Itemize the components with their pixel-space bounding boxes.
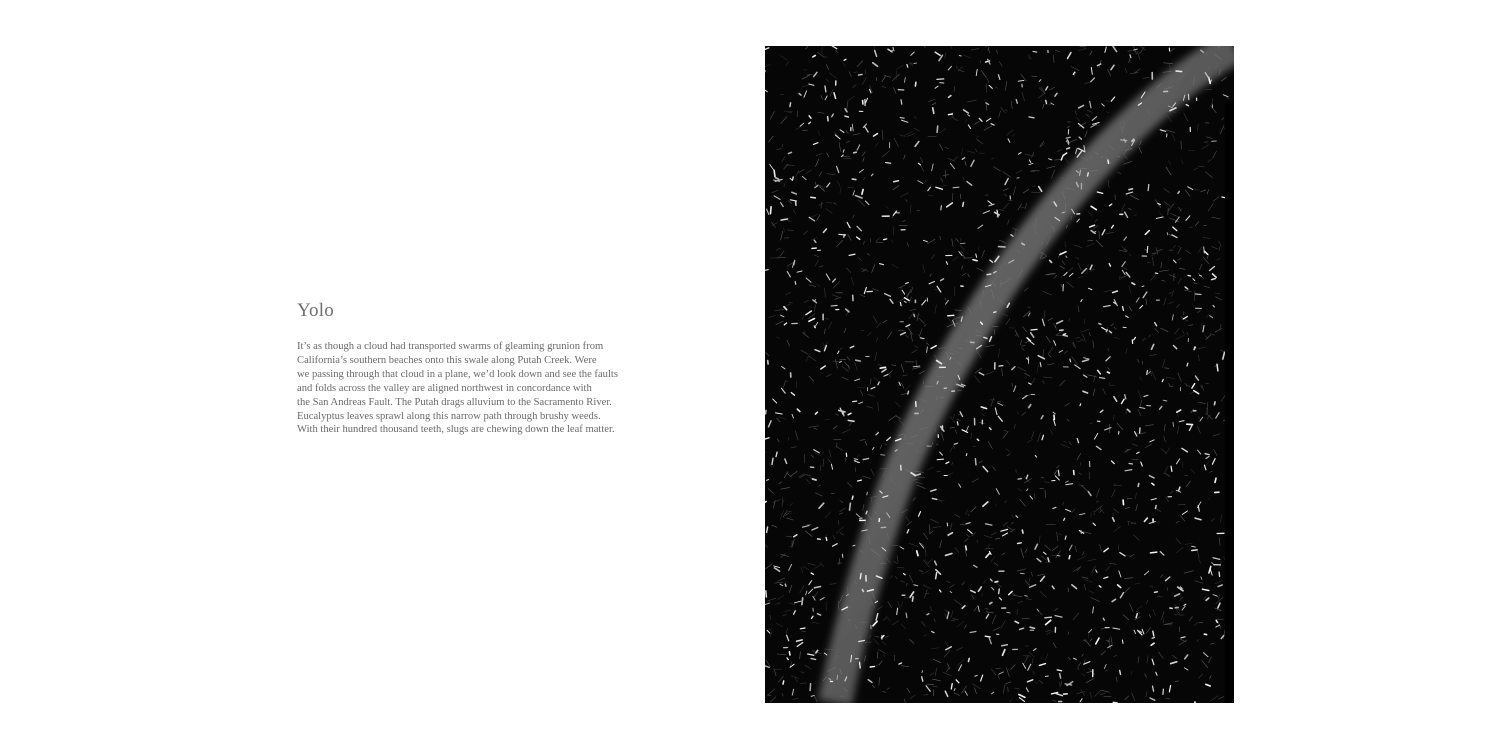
body-line: California’s southern beaches onto this swale along Putah Creek. Were — [297, 354, 597, 366]
leaf — [1122, 640, 1123, 643]
leaf — [783, 681, 784, 684]
photo-background — [765, 46, 1234, 703]
leaf — [987, 274, 991, 275]
leaf — [894, 181, 899, 182]
leaf — [953, 187, 959, 188]
leaf — [844, 59, 846, 60]
leaf — [922, 671, 923, 673]
leaf — [995, 582, 998, 583]
leaf — [1192, 550, 1197, 551]
leaf — [867, 492, 868, 495]
leaf — [976, 254, 977, 257]
leaf — [912, 597, 913, 601]
leaf — [915, 82, 916, 86]
leaf — [901, 100, 902, 105]
leaf — [839, 234, 846, 235]
leaf — [1064, 518, 1065, 520]
leaf — [1063, 335, 1067, 336]
leaf — [927, 614, 929, 615]
leaf — [1173, 422, 1174, 426]
leaf — [937, 79, 944, 80]
leaf — [852, 179, 856, 180]
leaf — [800, 628, 805, 629]
leaf — [1147, 247, 1148, 253]
leaf — [811, 197, 816, 198]
leaf — [1147, 371, 1148, 375]
leaf — [1120, 671, 1121, 675]
leaf — [973, 260, 977, 261]
leaf — [828, 117, 829, 121]
leaf — [914, 314, 915, 316]
leaf — [785, 584, 786, 586]
leaf — [793, 177, 794, 179]
leaf — [853, 401, 857, 402]
leaf — [860, 518, 862, 519]
leaf — [1020, 573, 1024, 574]
leaf — [900, 118, 904, 119]
leaf — [907, 65, 908, 68]
leaf — [984, 337, 987, 338]
leaf — [1205, 454, 1209, 455]
leaf — [1150, 552, 1156, 553]
photo-edge — [1225, 101, 1234, 703]
body-line: With their hundred thousand teeth, slugs are chewing down the leaf matter. — [297, 424, 615, 436]
leaf — [1155, 506, 1156, 509]
leaf — [845, 116, 848, 117]
leaf — [948, 114, 952, 115]
leaf — [940, 83, 944, 84]
leaf — [884, 239, 887, 240]
leaf — [936, 573, 937, 579]
leaf — [1099, 586, 1101, 587]
leaf — [963, 202, 964, 206]
leaf — [975, 459, 976, 465]
leaf — [1022, 530, 1023, 533]
leaf — [1167, 233, 1168, 235]
leaf — [886, 163, 891, 164]
leaf — [1033, 51, 1037, 52]
leaf — [1152, 638, 1154, 639]
leaf — [1058, 470, 1059, 475]
leaf — [852, 496, 853, 499]
leaf — [892, 50, 895, 51]
leaf — [826, 538, 827, 541]
leaf — [1214, 402, 1215, 405]
leaf — [1018, 543, 1022, 544]
leaf — [990, 603, 992, 604]
leaf — [850, 503, 851, 510]
leaf — [1219, 572, 1220, 577]
leaf — [937, 126, 938, 132]
leaf — [959, 56, 961, 57]
leaf — [999, 589, 1000, 593]
leaf — [1045, 617, 1052, 618]
leaf — [1188, 275, 1191, 276]
leaf — [985, 636, 990, 637]
leaf — [906, 613, 907, 618]
leaf — [941, 206, 942, 210]
leaf — [908, 391, 909, 394]
leaf — [881, 527, 886, 528]
leaf — [880, 367, 885, 368]
leaf — [862, 590, 863, 592]
leaf — [854, 152, 857, 153]
body-line: the San Andreas Fault. The Putah drags alluvium to the Sacramento River. — [297, 396, 612, 408]
leaf — [1018, 479, 1021, 480]
leaf — [1080, 404, 1081, 406]
leaf — [1155, 273, 1157, 274]
leaf — [1060, 674, 1061, 678]
body-line: It’s as though a cloud had transported swarms of gleaming grunion from — [297, 341, 604, 352]
leaf — [1088, 173, 1089, 176]
leaf — [1046, 100, 1047, 103]
leaf — [837, 675, 838, 679]
leaf — [966, 454, 967, 456]
leaf — [1103, 618, 1104, 620]
leaf — [813, 479, 817, 480]
leaf — [767, 480, 769, 481]
leaf — [774, 170, 775, 176]
body-line: Eucalyptus leaves sprawl along this narrow path through brushy weeds. — [297, 410, 601, 422]
body-line: we passing through that cloud in a plane, we’d look down and see the faults — [297, 368, 618, 380]
leaf — [859, 74, 863, 75]
leaf — [1069, 556, 1070, 559]
leaf — [1179, 487, 1180, 490]
leaf — [1186, 105, 1188, 106]
leaf — [842, 554, 843, 557]
leaf — [1029, 117, 1034, 118]
leaf — [795, 282, 796, 285]
leaf — [1070, 359, 1071, 362]
body-paragraph — [297, 340, 637, 437]
leaf — [1063, 334, 1065, 335]
leaf — [957, 422, 958, 425]
leaf — [831, 305, 837, 306]
leaf — [1138, 484, 1139, 487]
leaf — [1048, 558, 1049, 562]
leaf — [927, 298, 928, 302]
leaf — [1204, 247, 1205, 253]
leaf — [870, 666, 874, 667]
leaf — [994, 312, 996, 313]
leaf — [810, 684, 811, 691]
leaf — [790, 103, 791, 107]
leaf — [767, 527, 768, 532]
leaf — [789, 652, 790, 655]
leaf — [1215, 478, 1216, 482]
leaf — [1217, 364, 1218, 371]
leaf — [809, 122, 811, 123]
photograph — [765, 46, 1234, 703]
leaf — [848, 420, 854, 421]
leaf — [1171, 466, 1172, 471]
leaf — [1195, 294, 1201, 295]
leaf — [1099, 324, 1101, 325]
leaf — [860, 662, 861, 668]
leaf — [968, 658, 969, 661]
leaf — [1153, 631, 1154, 636]
leaf — [951, 684, 952, 689]
leaf — [1002, 645, 1008, 646]
leaf — [781, 219, 788, 220]
leaf — [1187, 363, 1188, 366]
leaf — [1057, 670, 1062, 671]
leaf — [1045, 676, 1048, 677]
leaf — [1067, 148, 1070, 149]
leaf — [948, 315, 954, 316]
leaf — [772, 458, 773, 464]
page-title: Yolo — [297, 300, 334, 321]
leaf — [1100, 378, 1105, 379]
leaf — [1031, 329, 1037, 330]
leaf — [1057, 555, 1060, 556]
leaf — [1007, 612, 1010, 613]
leaf — [1216, 620, 1217, 622]
body-line: and folds across the valley are aligned northwest in concordance with — [297, 382, 592, 394]
leaf — [937, 459, 943, 460]
leaf — [802, 598, 803, 605]
leaf — [1163, 689, 1164, 694]
leaf — [977, 439, 978, 440]
leaf — [1148, 185, 1149, 191]
leaf — [1107, 372, 1109, 373]
leaf — [1068, 141, 1069, 144]
leaf — [1155, 592, 1158, 593]
leaf — [933, 108, 934, 114]
photograph-image — [765, 46, 1234, 703]
leaf — [966, 546, 967, 550]
leaf — [860, 574, 861, 579]
leaf — [1108, 160, 1109, 163]
leaf — [1178, 192, 1179, 194]
leaf — [771, 207, 772, 214]
leaf — [853, 545, 855, 546]
leaf — [765, 270, 768, 271]
leaf — [1176, 71, 1182, 72]
leaf — [862, 190, 863, 195]
leaf — [766, 591, 767, 597]
leaf — [932, 498, 936, 499]
leaf — [856, 360, 861, 361]
text-page — [297, 300, 637, 437]
leaf — [1113, 702, 1117, 703]
leaf — [1030, 627, 1034, 628]
leaf — [914, 63, 917, 64]
leaf — [1065, 536, 1066, 539]
leaf — [1129, 189, 1133, 190]
leaf — [900, 302, 901, 305]
